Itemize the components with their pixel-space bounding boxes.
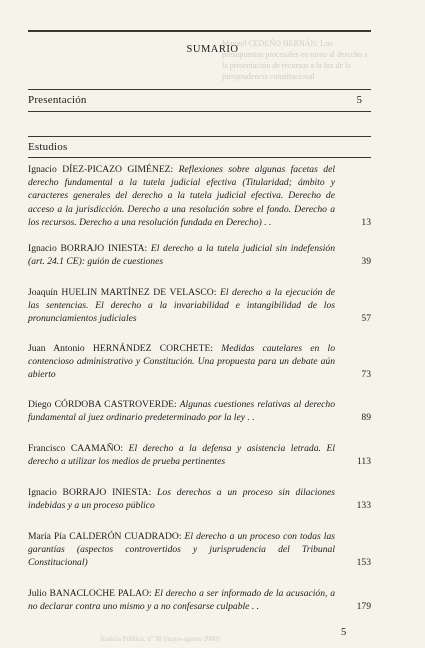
toc-entry xyxy=(28,242,371,268)
entry-author: Francisco CAAMAÑO: xyxy=(28,443,124,454)
estudios-rule xyxy=(28,136,371,137)
entry-author: Juan Antonio HERNÁNDEZ CORCHETE: xyxy=(28,343,214,354)
entry-page: 133 xyxy=(356,500,371,512)
toc-entry xyxy=(28,530,371,570)
entry-page: 153 xyxy=(356,557,371,569)
entry-title: Medidas cautelares en lo contencioso administrativo y Constitución. Una propuesta para un debate aún abierto xyxy=(28,343,335,381)
entry-page: 13 xyxy=(361,216,371,228)
entry-page: 89 xyxy=(361,412,371,424)
entry-author: Ignacio BORRAJO INIESTA: xyxy=(28,243,148,254)
entry-author: María Pía CALDERÓN CUADRADO: xyxy=(28,531,182,542)
entry-author: Ignacio DÍEZ-PICAZO GIMÉNEZ: xyxy=(28,164,174,175)
entry-title: Reflexiones sobre algunas facetas del derecho fundamental a la tutela judicial efectiva (Titularidad; ámbito y caracteres generales del derecho a la tutela judicial efectiva. Derecho de acceso a la jurisdicción. Derecho a una resolución sobre el fondo. Derecho a los recursos. Derecho a una resolución fundada en Derecho) . . xyxy=(28,164,336,228)
toc-entry xyxy=(28,486,371,512)
entry-page: 113 xyxy=(356,456,371,468)
toc-entry xyxy=(28,442,371,468)
toc-entry xyxy=(28,342,371,382)
presentacion-rule xyxy=(28,89,371,90)
estudios-bottom-rule xyxy=(28,157,371,158)
toc-entry xyxy=(28,398,371,424)
section-estudios: Estudios xyxy=(28,141,68,153)
toc-entry xyxy=(28,286,371,326)
entry-author: Diego CÓRDOBA CASTROVERDE: xyxy=(28,399,177,410)
presentacion-bottom-rule xyxy=(28,111,371,112)
entry-title: El derecho a la ejecución de las sentencias. El derecho a la invariabilidad e intangibilidad de los pronunciamientos judiciales xyxy=(28,287,335,325)
section-presentacion: Presentación xyxy=(28,94,87,106)
entry-title: Los derechos a un proceso sin dilaciones indebidas y a un proceso público xyxy=(28,487,335,512)
entry-title: El derecho a la tutela judicial sin indefensión (art. 24.1 CE): guión de cuestiones xyxy=(28,243,335,268)
show-through-footer: Justicia Pública, nº 38 (mayo-agosto 2000) xyxy=(100,635,220,643)
toc-entry xyxy=(28,587,371,613)
entry-author: Joaquín HUELIN MARTÍNEZ DE VELASCO: xyxy=(28,287,217,298)
entry-author: Ignacio BORRAJO INIESTA: xyxy=(28,487,152,498)
toc-entry xyxy=(28,163,371,229)
top-rule xyxy=(28,30,371,32)
entry-title: Algunas cuestiones relativas al derecho fundamental al juez ordinario predeterminado por la ley . . xyxy=(28,399,335,424)
entry-title: El derecho a la defensa y asistencia letrada. El derecho a utilizar los medios de prueba pertinentes xyxy=(28,443,335,468)
entry-page: 39 xyxy=(361,256,371,268)
page-title: SUMARIO xyxy=(186,44,239,55)
entry-author: Julio BANACLOCHE PALAO: xyxy=(28,588,152,599)
entry-page: 73 xyxy=(361,369,371,381)
entry-page: 57 xyxy=(361,313,371,325)
page-number: 5 xyxy=(341,627,347,638)
section-presentacion-page: 5 xyxy=(356,94,362,106)
entry-page: 179 xyxy=(356,601,371,613)
show-through-text: Manuel CEDEÑO HERNÁN: Los presupuestos procesales en torno al derecho a la presentación de recursos a la luz de la jurisprudencia constitucional xyxy=(222,39,368,81)
entry-title: El derecho a ser informado de la acusación, a no declarar contra uno mismo y a no confesarse culpable . . xyxy=(28,588,336,613)
entry-title: El derecho a un proceso con todas las garantías (aspectos controvertidos y jurisprudencia del Tribunal Constitucional) xyxy=(28,531,335,569)
